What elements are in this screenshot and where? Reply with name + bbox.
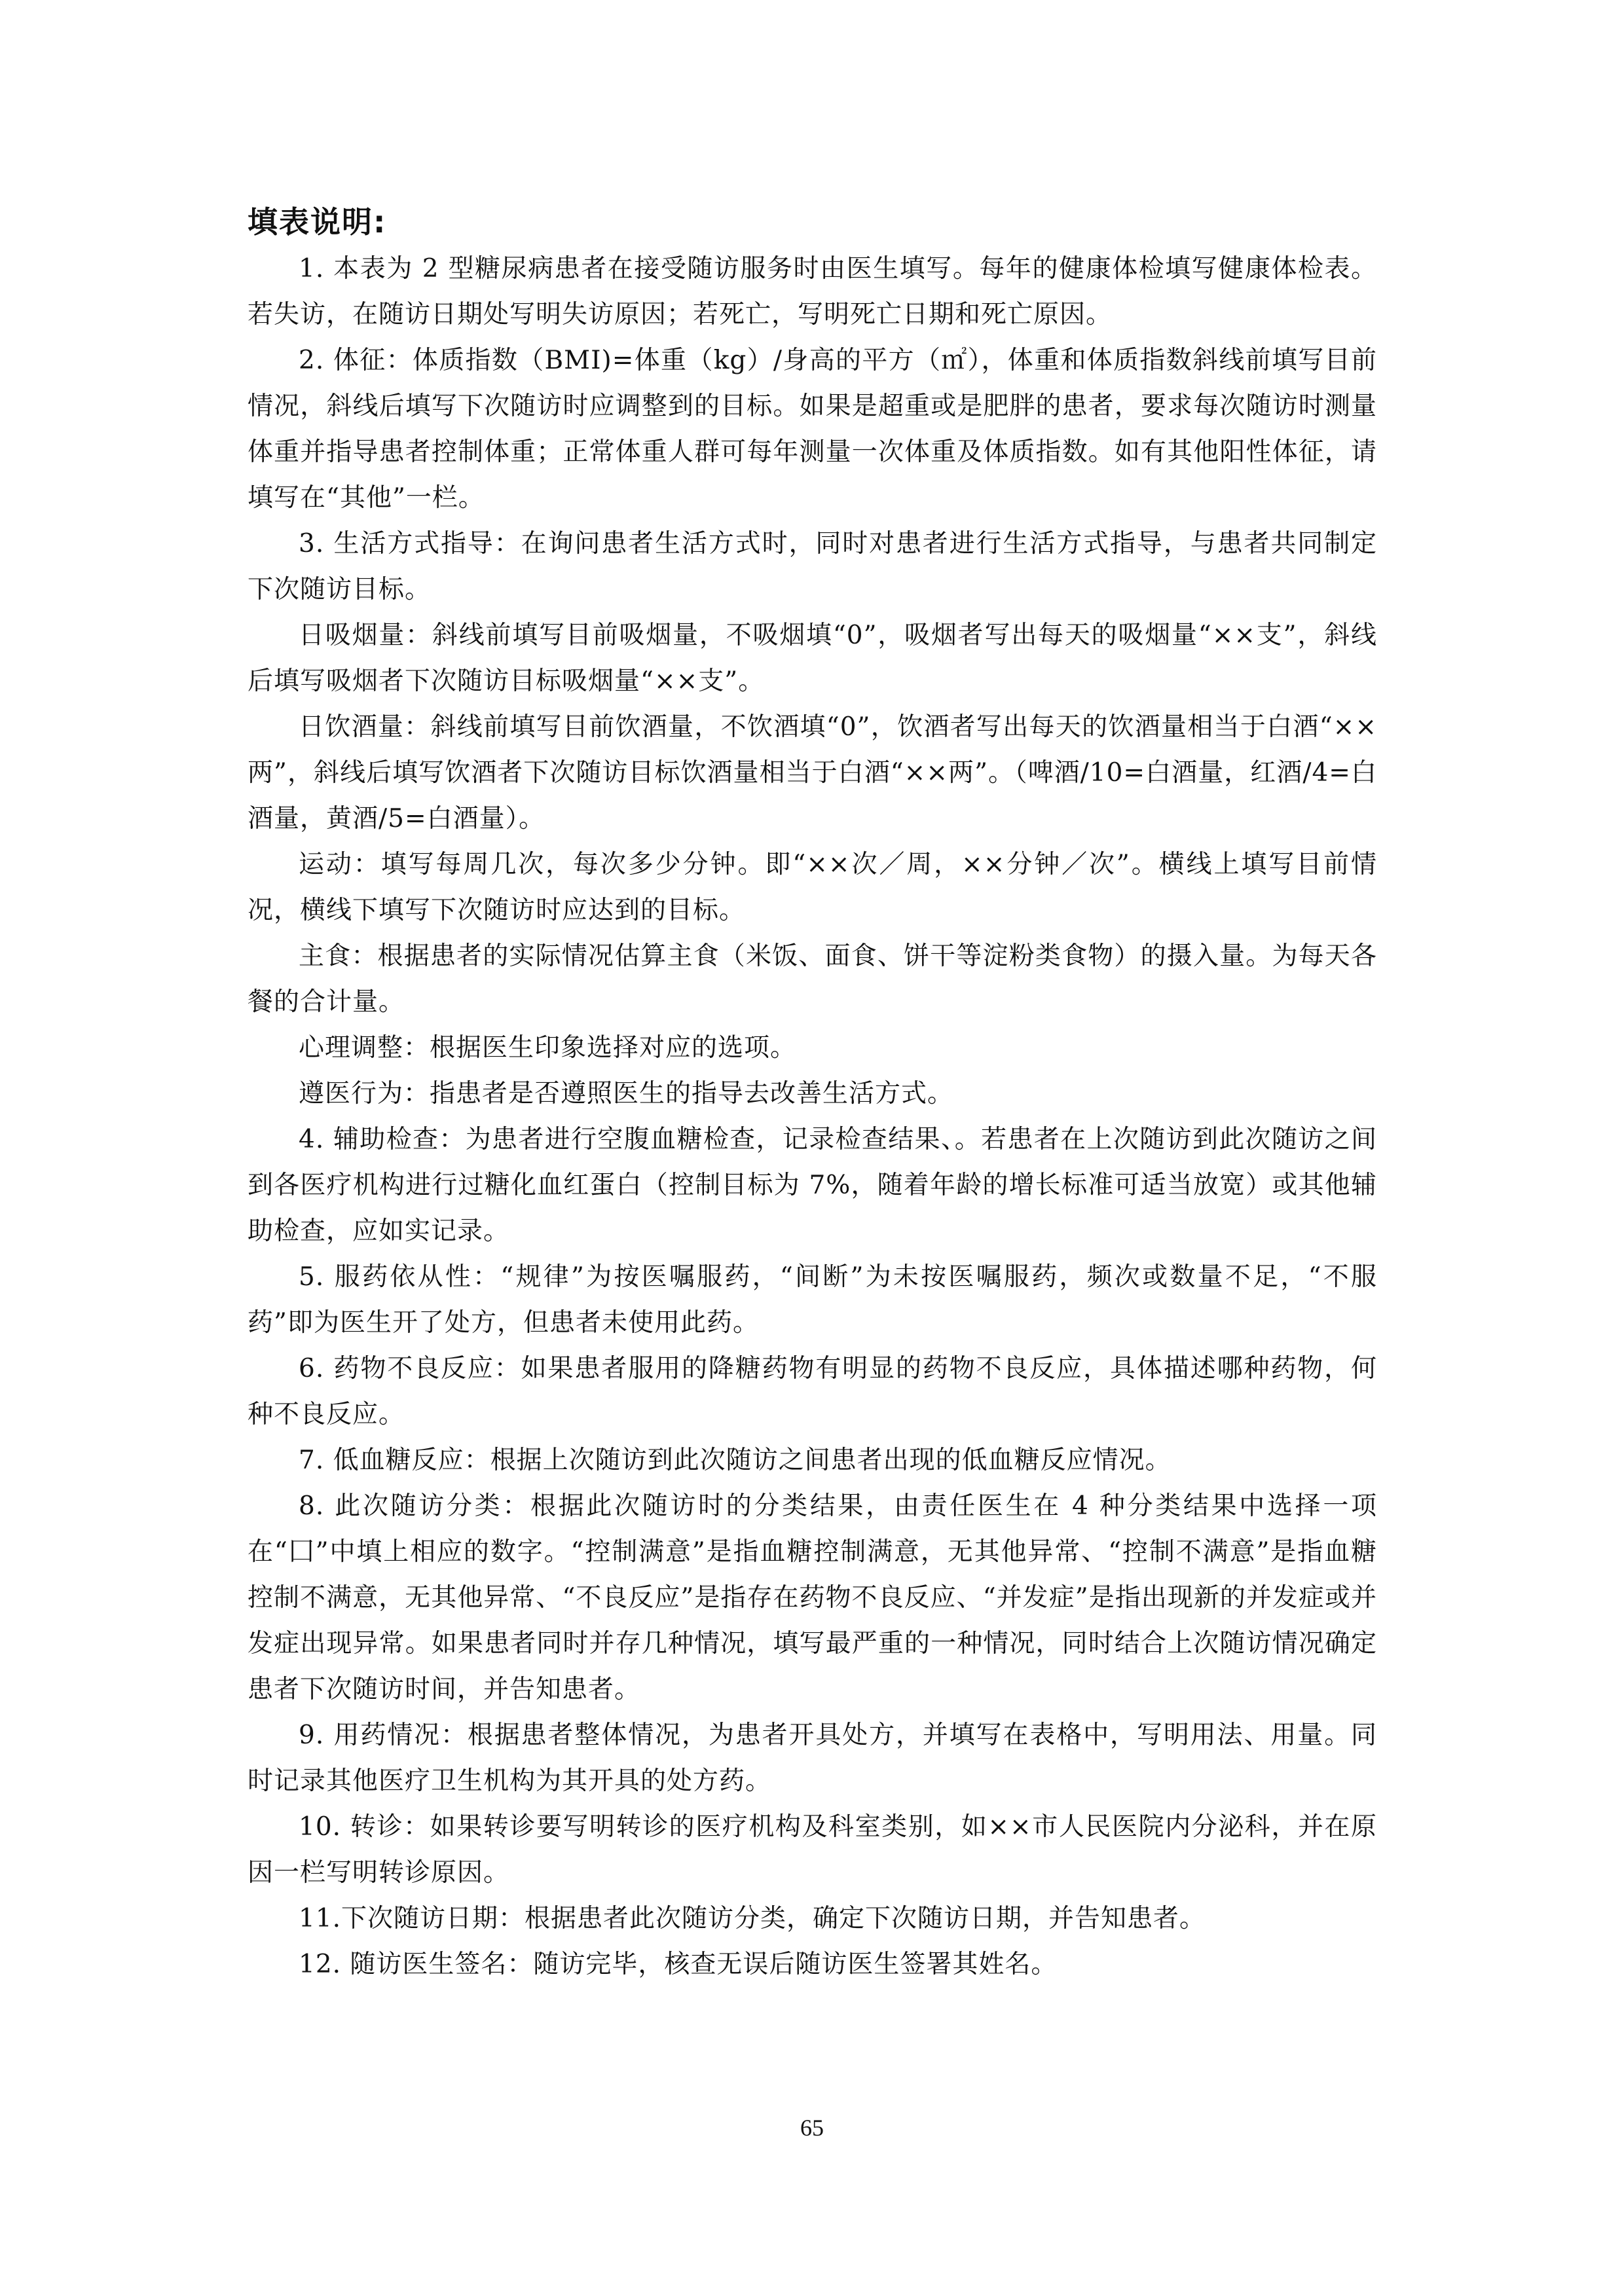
paragraph-exercise: 运动：填写每周几次，每次多少分钟。即“××次／周，××分钟／次”。横线上填写目前情况，横线下填写下次随访时应达到的目标。 [248, 850, 1377, 925]
paragraph-compliance-behavior: 遵医行为：指患者是否遵照医生的指导去改善生活方式。 [299, 1079, 954, 1108]
paragraph-item-10: 10. 转诊：如果转诊要写明转诊的医疗机构及科室类别，如××市人民医院内分泌科，并在原因一栏写明转诊原因。 [248, 1812, 1377, 1887]
paragraph-item-7: 7. 低血糖反应：根据上次随访到此次随访之间患者出现的低血糖反应情况。 [299, 1446, 1172, 1475]
paragraph-item-12: 12. 随访医生签名：随访完毕，核查无误后随访医生签署其姓名。 [299, 1950, 1058, 1979]
page-number: 65 [800, 2115, 824, 2141]
paragraph-item-3: 3. 生活方式指导：在询问患者生活方式时，同时对患者进行生活方式指导，与患者共同制定下次随访目标。 [248, 529, 1377, 604]
paragraph-item-2: 2. 体征：体质指数（BMI)=体重（kg）/身高的平方（㎡），体重和体质指数斜线前填写目前情况，斜线后填写下次随访时应调整到的目标。如果是超重或是肥胖的患者，要求每次随访时测量体重并指导患者控制体重；正常体重人群可每年测量一次体重及体质指数。如有其他阳性体征，请填写在“其他”一栏。 [248, 346, 1377, 513]
paragraph-item-1: 1. 本表为 2 型糖尿病患者在接受随访服务时由医生填写。每年的健康体检填写健康体检表。若失访，在随访日期处写明失访原因；若死亡，写明死亡日期和死亡原因。 [248, 254, 1377, 329]
paragraph-item-5: 5. 服药依从性：“规律”为按医嘱服药，“间断”为未按医嘱服药，频次或数量不足，“不服药”即为医生开了处方，但患者未使用此药。 [248, 1262, 1377, 1338]
paragraph-item-8: 8. 此次随访分类：根据此次随访时的分类结果，由责任医生在 4 种分类结果中选择一项在“囗”中填上相应的数字。“控制满意”是指血糖控制满意，无其他异常、“控制不满意”是指血糖控制不满意，无其他异常、“不良反应”是指存在药物不良反应、“并发症”是指出现新的并发症或并发症出现异常。如果患者同时并存几种情况，填写最严重的一种情况，同时结合上次随访情况确定患者下次随访时间，并告知患者。 [248, 1491, 1377, 1704]
paragraph-psychological-adjustment: 心理调整：根据医生印象选择对应的选项。 [299, 1033, 797, 1063]
paragraph-daily-drinking: 日饮酒量：斜线前填写目前饮酒量，不饮酒填“0”，饮酒者写出每天的饮酒量相当于白酒“××两”，斜线后填写饮酒者下次随访目标饮酒量相当于白酒“××两”。（啤酒/10=白酒量，红酒/4=白酒量，黄酒/5=白酒量）。 [248, 712, 1377, 833]
paragraph-item-4: 4. 辅助检查：为患者进行空腹血糖检查，记录检查结果、。若患者在上次随访到此次随访之间到各医疗机构进行过糖化血红蛋白（控制目标为 7%，随着年龄的增长标准可适当放宽）或其他辅助检查，应如实记录。 [248, 1125, 1377, 1246]
paragraph-daily-smoking: 日吸烟量：斜线前填写目前吸烟量，不吸烟填“0”，吸烟者写出每天的吸烟量“××支”，斜线后填写吸烟者下次随访目标吸烟量“××支”。 [248, 621, 1377, 696]
paragraph-staple-food: 主食：根据患者的实际情况估算主食（米饭、面食、饼干等淀粉类食物）的摄入量。为每天各餐的合计量。 [248, 941, 1377, 1017]
document-body [248, 199, 1377, 1988]
paragraph-item-11: 11.下次随访日期：根据患者此次随访分类，确定下次随访日期，并告知患者。 [299, 1904, 1206, 1933]
paragraph-item-9: 9. 用药情况：根据患者整体情况，为患者开具处方，并填写在表格中，写明用法、用量。同时记录其他医疗卫生机构为其开具的处方药。 [248, 1721, 1377, 1796]
section-heading: 填表说明: [248, 204, 387, 240]
paragraph-item-6: 6. 药物不良反应：如果患者服用的降糖药物有明显的药物不良反应，具体描述哪种药物，何种不良反应。 [248, 1354, 1377, 1429]
